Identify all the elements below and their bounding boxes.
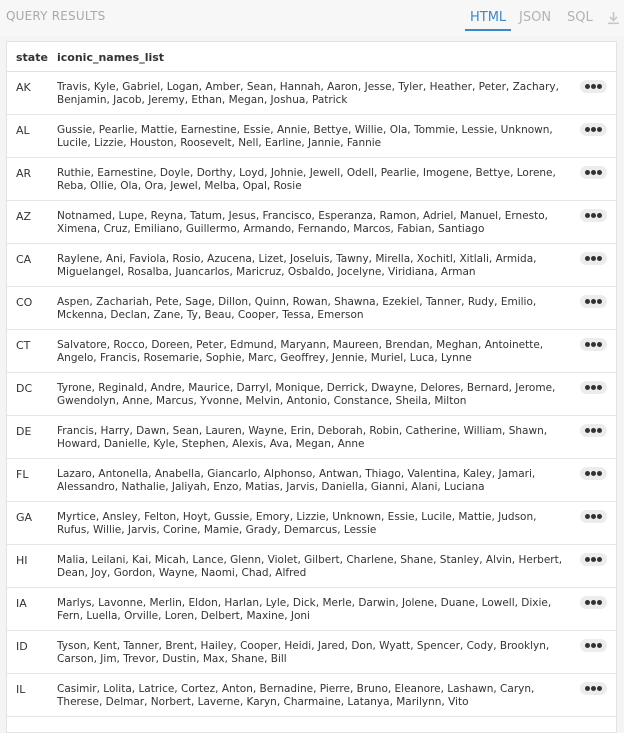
- tab-sql[interactable]: SQL: [567, 10, 593, 25]
- table-row: [7, 244, 616, 287]
- row-more-button[interactable]: [580, 381, 607, 394]
- more-dots-icon: [591, 514, 596, 519]
- more-dots-icon: [597, 643, 602, 648]
- more-dots-icon: [591, 428, 596, 433]
- more-dots-icon: [597, 600, 602, 605]
- more-dots-icon: [585, 428, 590, 433]
- more-dots-icon: [591, 127, 596, 132]
- cell-iconic-names: Travis, Kyle, Gabriel, Logan, Amber, Sean, Hannah, Aaron, Jesse, Tyler, Heather, Peter, Zachary, Benjamin, Jacob, Jeremy, Ethan, Megan, Joshua, Patrick: [57, 81, 559, 106]
- results-table: [6, 41, 617, 733]
- tab-json[interactable]: JSON: [519, 10, 552, 25]
- more-dots-icon: [585, 643, 590, 648]
- more-dots-icon: [591, 213, 596, 218]
- more-dots-icon: [597, 686, 602, 691]
- download-icon[interactable]: [607, 11, 620, 25]
- table-row: [7, 115, 616, 158]
- cell-state: AZ: [16, 210, 32, 223]
- more-dots-icon: [585, 600, 590, 605]
- table-row: [7, 72, 616, 115]
- cell-state: DE: [16, 425, 32, 438]
- more-dots-icon: [597, 557, 602, 562]
- table-row: [7, 588, 616, 631]
- column-header-state: state: [16, 51, 48, 64]
- table-row: [7, 373, 616, 416]
- more-dots-icon: [597, 471, 602, 476]
- more-dots-icon: [591, 84, 596, 89]
- row-more-button[interactable]: [580, 123, 607, 136]
- active-tab-indicator: [465, 29, 511, 31]
- more-dots-icon: [591, 170, 596, 175]
- cell-iconic-names: Gussie, Pearlie, Mattie, Earnestine, Essie, Annie, Bettye, Willie, Ola, Tommie, Lessie, Unknown, Lucile, Lizzie, Houston, Roosevelt, Nell, Earline, Jannie, Fannie: [57, 124, 553, 149]
- cell-state: AK: [16, 81, 31, 94]
- cell-state: HI: [16, 554, 28, 567]
- row-more-button[interactable]: [580, 467, 607, 480]
- more-dots-icon: [591, 557, 596, 562]
- table-row: [7, 287, 616, 330]
- cell-iconic-names: Tyson, Kent, Tanner, Brent, Hailey, Cooper, Heidi, Jared, Don, Wyatt, Spencer, Cody, Brooklyn, Carson, Jim, Trevor, Dustin, Max, Shane, Bill: [57, 640, 550, 665]
- table-row: [7, 330, 616, 373]
- more-dots-icon: [585, 127, 590, 132]
- cell-state: FL: [16, 468, 29, 481]
- row-more-button[interactable]: [580, 424, 607, 437]
- cell-iconic-names: Aspen, Zachariah, Pete, Sage, Dillon, Quinn, Rowan, Shawna, Ezekiel, Tanner, Rudy, Emilio, Mckenna, Declan, Zane, Ty, Beau, Cooper, Tessa, Emerson: [57, 296, 537, 321]
- more-dots-icon: [585, 557, 590, 562]
- table-row: [7, 158, 616, 201]
- results-toolbar: [0, 0, 624, 36]
- cell-iconic-names: Ruthie, Earnestine, Doyle, Dorthy, Loyd, Johnie, Jewell, Odell, Pearlie, Imogene, Bettye, Lorene, Reba, Ollie, Ola, Ora, Jewel, Melba, Opal, Rosie: [57, 167, 556, 192]
- row-more-button[interactable]: [580, 209, 607, 222]
- more-dots-icon: [585, 385, 590, 390]
- more-dots-icon: [591, 299, 596, 304]
- more-dots-icon: [597, 299, 602, 304]
- cell-iconic-names: Casimir, Lolita, Latrice, Cortez, Anton, Bernadine, Pierre, Bruno, Eleanore, Lashawn, Caryn, Therese, Delmar, Norbert, Laverne, Karyn, Charmaine, Latanya, Marilynn, Vito: [57, 683, 535, 708]
- table-row: [7, 502, 616, 545]
- row-more-button[interactable]: [580, 295, 607, 308]
- table-row: [7, 631, 616, 674]
- table-row: [7, 674, 616, 717]
- cell-iconic-names: Tyrone, Reginald, Andre, Maurice, Darryl, Monique, Derrick, Dwayne, Delores, Bernard, Jerome, Gwendolyn, Anne, Marcus, Yvonne, Melvin, Antonio, Constance, Sheila, Milton: [57, 382, 556, 407]
- cell-iconic-names: Francis, Harry, Dawn, Sean, Lauren, Wayne, Erin, Deborah, Robin, Catherine, William, Shawn, Howard, Danielle, Kyle, Stephen, Alexis, Ava, Megan, Anne: [57, 425, 548, 450]
- more-dots-icon: [585, 299, 590, 304]
- table-row: [7, 416, 616, 459]
- more-dots-icon: [585, 514, 590, 519]
- row-more-button[interactable]: [580, 553, 607, 566]
- cell-state: DC: [16, 382, 33, 395]
- more-dots-icon: [597, 84, 602, 89]
- more-dots-icon: [585, 213, 590, 218]
- cell-state: IA: [16, 597, 27, 610]
- cell-state: CT: [16, 339, 31, 352]
- cell-iconic-names: Myrtice, Ansley, Felton, Hoyt, Gussie, Emory, Lizzie, Unknown, Essie, Lucile, Mattie, Judson, Rufus, Willie, Jarvis, Corine, Mamie, Grady, Demarcus, Lessie: [57, 511, 537, 536]
- more-dots-icon: [591, 385, 596, 390]
- tab-html[interactable]: HTML: [470, 10, 507, 25]
- cell-iconic-names: Notnamed, Lupe, Reyna, Tatum, Jesus, Francisco, Esperanza, Ramon, Adriel, Manuel, Ernesto, Ximena, Cruz, Emiliano, Guillermo, Armando, Fernando, Marcos, Fabian, Santiago: [57, 210, 548, 235]
- table-row: [7, 459, 616, 502]
- column-header-iconic-names-list: iconic_names_list: [57, 51, 165, 64]
- more-dots-icon: [585, 686, 590, 691]
- row-more-button[interactable]: [580, 338, 607, 351]
- cell-state: ID: [16, 640, 28, 653]
- row-more-button[interactable]: [580, 80, 607, 93]
- more-dots-icon: [585, 84, 590, 89]
- more-dots-icon: [585, 256, 590, 261]
- cell-iconic-names: Salvatore, Rocco, Doreen, Peter, Edmund, Maryann, Maureen, Brendan, Meghan, Antoinette, Angelo, Francis, Rosemarie, Sophie, Marc, Geoffrey, Jennie, Muriel, Luca, Lynne: [57, 339, 544, 364]
- cell-state: AL: [16, 124, 30, 137]
- more-dots-icon: [591, 471, 596, 476]
- table-row: [7, 545, 616, 588]
- row-more-button[interactable]: [580, 596, 607, 609]
- cell-state: CO: [16, 296, 33, 309]
- more-dots-icon: [597, 514, 602, 519]
- more-dots-icon: [597, 385, 602, 390]
- panel-title: QUERY RESULTS: [6, 9, 106, 23]
- row-more-button[interactable]: [580, 252, 607, 265]
- more-dots-icon: [597, 342, 602, 347]
- row-more-button[interactable]: [580, 639, 607, 652]
- cell-iconic-names: Raylene, Ani, Faviola, Rosio, Azucena, Lizet, Joseluis, Tawny, Mirella, Xochitl, Xitlali, Armida, Miguelangel, Rosalba, Juancarlos, Maricruz, Osbaldo, Jocelyne, Viridiana, Arman: [57, 253, 537, 278]
- more-dots-icon: [585, 342, 590, 347]
- row-more-button[interactable]: [580, 510, 607, 523]
- table-row: [7, 201, 616, 244]
- cell-iconic-names: Lazaro, Antonella, Anabella, Giancarlo, Alphonso, Antwan, Thiago, Valentina, Kaley, Jamari, Alessandro, Nathalie, Jaliyah, Enzo, Matias, Jarvis, Daniella, Gianni, Alani, Luciana: [57, 468, 536, 493]
- table-header: [7, 42, 616, 72]
- cell-state: AR: [16, 167, 32, 180]
- cell-state: IL: [16, 683, 26, 696]
- cell-state: CA: [16, 253, 32, 266]
- cell-iconic-names: Marlys, Lavonne, Merlin, Eldon, Harlan, Lyle, Dick, Merle, Darwin, Jolene, Duane, Lowell, Dixie, Fern, Luella, Orville, Loren, Delbert, Maxine, Joni: [57, 597, 552, 622]
- more-dots-icon: [597, 428, 602, 433]
- cell-state: GA: [16, 511, 33, 524]
- more-dots-icon: [597, 213, 602, 218]
- more-dots-icon: [591, 686, 596, 691]
- more-dots-icon: [591, 256, 596, 261]
- more-dots-icon: [591, 600, 596, 605]
- cell-iconic-names: Malia, Leilani, Kai, Micah, Lance, Glenn, Violet, Gilbert, Charlene, Shane, Stanley, Alvin, Herbert, Dean, Joy, Gordon, Wayne, Naomi, Chad, Alfred: [57, 554, 563, 579]
- more-dots-icon: [591, 342, 596, 347]
- row-more-button[interactable]: [580, 682, 607, 695]
- more-dots-icon: [585, 170, 590, 175]
- row-more-button[interactable]: [580, 166, 607, 179]
- more-dots-icon: [591, 643, 596, 648]
- more-dots-icon: [585, 471, 590, 476]
- more-dots-icon: [597, 170, 602, 175]
- more-dots-icon: [597, 256, 602, 261]
- more-dots-icon: [597, 127, 602, 132]
